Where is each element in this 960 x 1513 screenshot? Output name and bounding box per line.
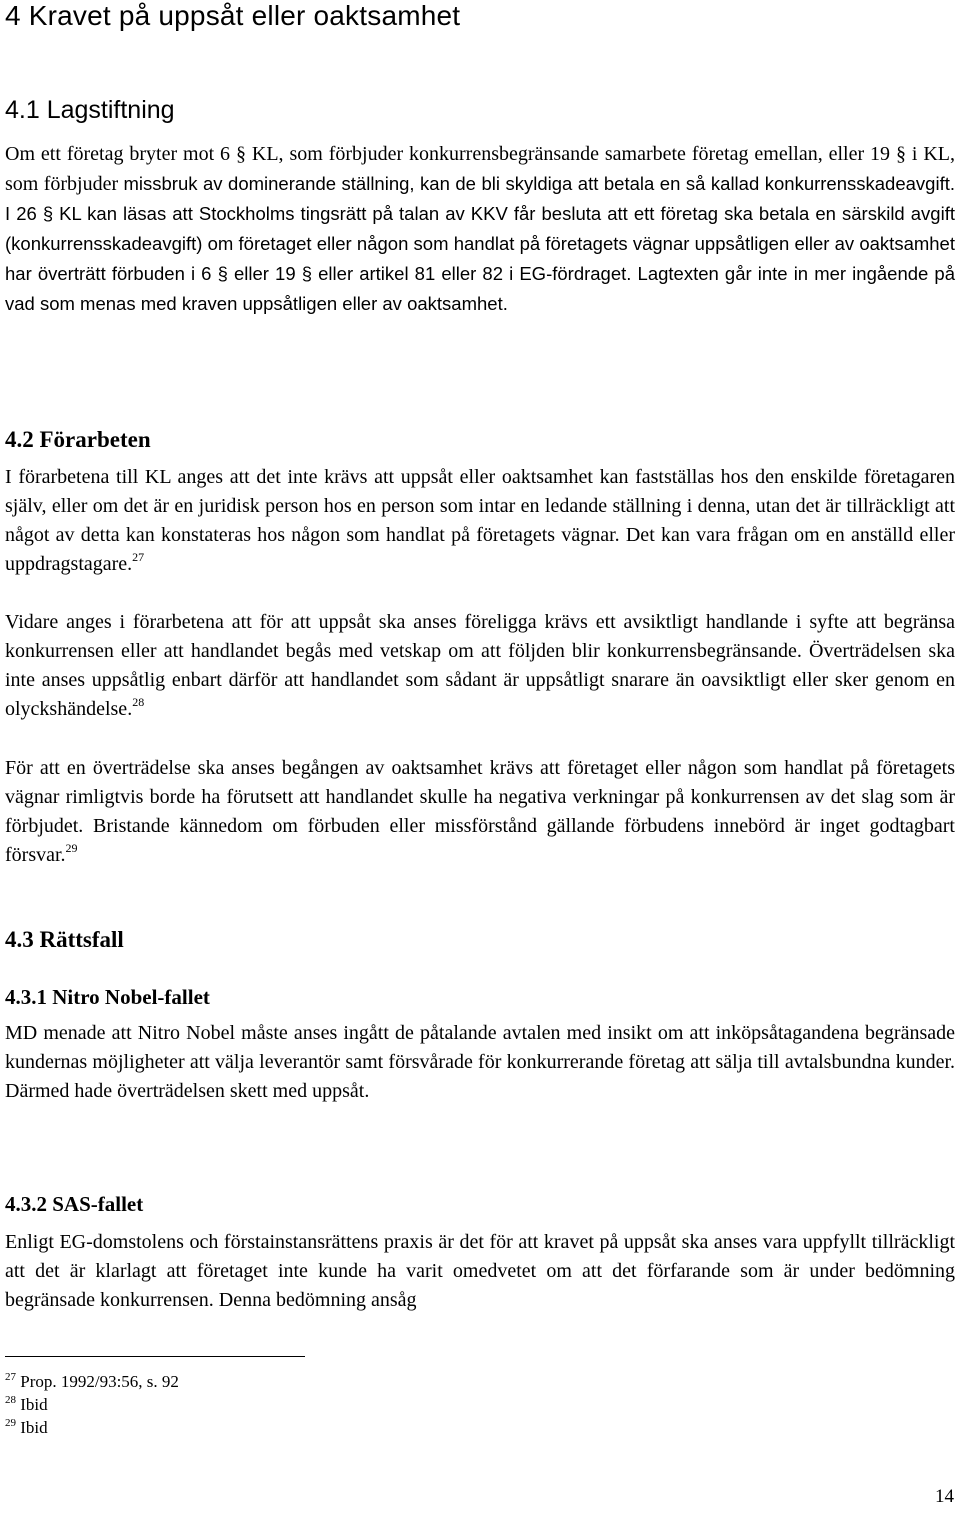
subsection-heading-sas: 4.3.2 SAS-fallet [5,1192,144,1216]
text-run: Om ett företag bryter mot 6 § KL, som förbjuder konkurrensbegränsande samarbete företag emellan, eller 19 § i KL, som förbjuder [5,143,955,195]
footnote-text: Ibid [20,1395,48,1414]
section-heading-forarbeten: 4.2 Förarbeten [5,427,151,452]
paragraph-text: För att en överträdelse ska anses begången av oaktsamhet krävs att företaget eller någon som handlat på företagets vägnar rimligtvis borde ha förutsett att handlandet skulle ha negativa verkningar på konkurrensen av det slag som är förbjudet. Bristande kännedom om förbuden eller missförstånd gällande förbudens innebörd är inget godtagbart försvar. [5,757,955,866]
footnote-29 [5,1417,48,1439]
paragraph-forarbeten-1 [5,463,955,579]
footnote-number: 28 [5,1394,16,1406]
text-run-sans-2: I 26 § KL kan läsas att Stockholms tingsrätt på talan av KKV får besluta att ett företag ska betala en särskild avgift (konkurrensskadeavgift) om företaget eller någon som handlat på företagets vägnar uppsåtligen eller av oaktsamhet har överträtt förbuden i 6 § eller 19 § eller artikel 81 eller 82 i EG-fördraget. Lagtexten går inte in mer ingående på vad som menas med kraven uppsåtligen eller av oaktsamhet. [5,203,955,314]
footnote-text: Prop. 1992/93:56, s. 92 [20,1372,179,1391]
section-heading-lagstiftning: 4.1 Lagstiftning [5,96,175,124]
paragraph-forarbeten-2 [5,608,955,724]
footnote-text: Ibid [20,1418,48,1437]
footnote-27 [5,1371,179,1393]
text-run-sans: missbruk av dominerande ställning, kan de bli skyldiga att betala en så kallad konkurrensskadeavgift. [123,173,955,194]
footnote-number: 29 [5,1417,16,1429]
chapter-heading: 4 Kravet på uppsåt eller oaktsamhet [5,0,461,31]
subsection-heading-nitro-nobel: 4.3.1 Nitro Nobel-fallet [5,985,210,1009]
footnote-ref: 29 [65,841,78,855]
footnote-separator [5,1356,305,1357]
footnote-28 [5,1394,48,1416]
paragraph-lagstiftning [5,140,955,319]
footnote-ref: 27 [132,550,145,564]
paragraph-forarbeten-3 [5,754,955,870]
paragraph-sas: Enligt EG-domstolens och förstainstansrättens praxis är det för att kravet på uppsåt ska anses vara uppfyllt tillräckligt att det är klarlagt att företaget inte kunde ha varit omedvetet om att det förfarande som är under bedömning begränsade konkurrensen. Denna bedömning ansåg [5,1231,955,1311]
paragraph-text: Vidare anges i förarbetena att för att uppsåt ska anses föreligga krävs ett avsiktligt handlande i syfte att begränsa konkurrensen eller att handlandet begås med vetskap om att följden blir konkurrensbegränsande. Överträdelsen ska inte anses uppsåtlig enbart därför att handlandet som sådant är uppsåtligt snarare än oavsiktligt eller sker genom en olyckshändelse. [5,611,955,720]
page-number: 14 [935,1486,954,1507]
footnote-number: 27 [5,1371,16,1383]
footnote-ref: 28 [132,695,145,709]
section-heading-rattsfall: 4.3 Rättsfall [5,927,124,952]
paragraph-nitro-nobel: MD menade att Nitro Nobel måste anses ingått de påtalande avtalen med insikt om att inköpsåtagandena begränsade kundernas möjligheter att välja leverantör samt försvårade för konkurrerande företag att sälja till avtalsbundna kunder. Därmed hade överträdelsen skett med uppsåt. [5,1022,955,1102]
paragraph-text: I förarbetena till KL anges att det inte krävs att uppsåt eller oaktsamhet kan fastställas hos den enskilde företagaren själv, eller om det är en juridisk person hos en person som intar en ledande ställning i denna, utan det är tillräckligt att något av detta kan konstateras hos någon som handlat på företagets vägnar. Det kan vara frågan om en anställd eller uppdragstagare. [5,466,955,575]
